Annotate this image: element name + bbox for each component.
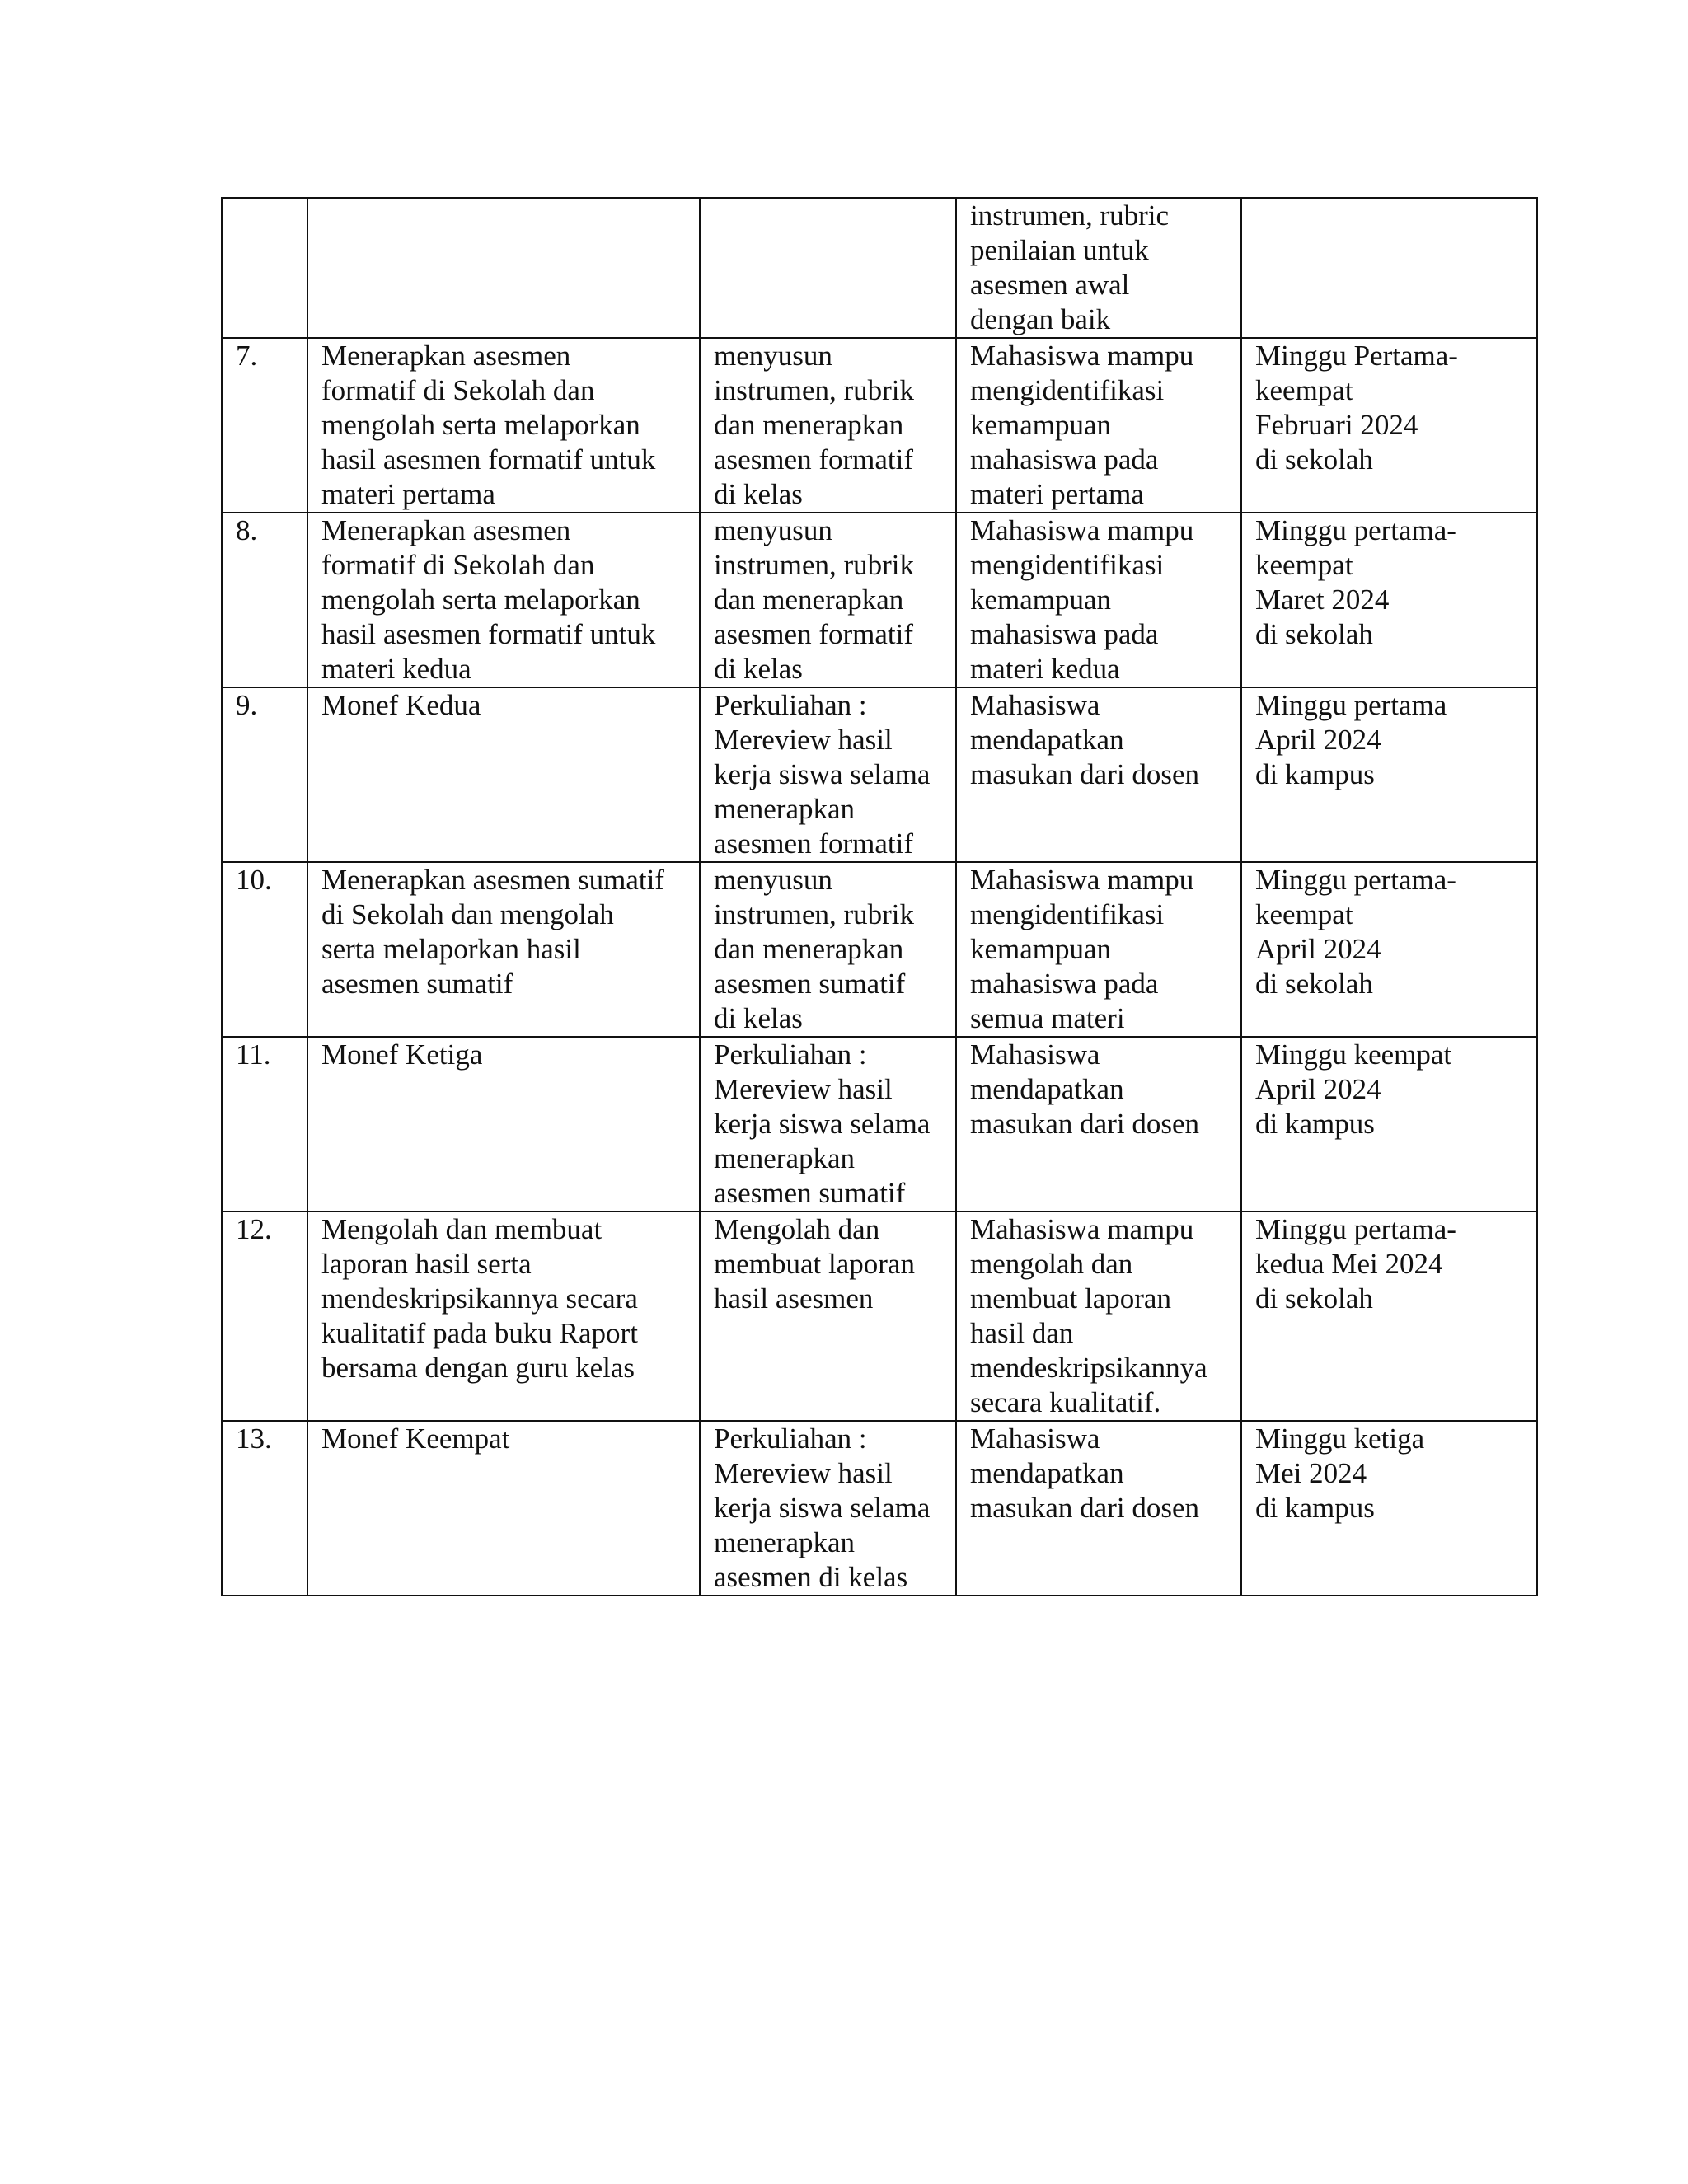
cell-method: Mengolah dan membuat laporan hasil asesmen <box>700 1212 956 1421</box>
cell-number: 7. <box>222 338 307 513</box>
cell-number: 11. <box>222 1037 307 1212</box>
cell-outcome: Mahasiswa mampu mengidentifikasi kemampuan mahasiswa pada materi pertama <box>956 338 1241 513</box>
cell-time-place <box>1241 198 1537 338</box>
cell-outcome: Mahasiswa mampu mengidentifikasi kemampuan mahasiswa pada materi kedua <box>956 513 1241 687</box>
cell-time-place: Minggu pertama April 2024 di kampus <box>1241 687 1537 862</box>
cell-activity: Monef Ketiga <box>307 1037 700 1212</box>
cell-method: Perkuliahan : Mereview hasil kerja siswa selama menerapkan asesmen formatif <box>700 687 956 862</box>
cell-outcome: Mahasiswa mampu mengolah dan membuat laporan hasil dan mendeskripsikannya secara kualitatif. <box>956 1212 1241 1421</box>
cell-outcome: instrumen, rubric penilaian untuk asesmen awal dengan baik <box>956 198 1241 338</box>
cell-activity: Menerapkan asesmen formatif di Sekolah dan mengolah serta melaporkan hasil asesmen formatif untuk materi pertama <box>307 338 700 513</box>
cell-number: 12. <box>222 1212 307 1421</box>
cell-activity <box>307 198 700 338</box>
table-row <box>222 1212 1537 1421</box>
cell-number: 10. <box>222 862 307 1037</box>
cell-activity: Monef Keempat <box>307 1421 700 1596</box>
schedule-table <box>221 197 1538 1596</box>
cell-method: Perkuliahan : Mereview hasil kerja siswa selama menerapkan asesmen di kelas <box>700 1421 956 1596</box>
table-row <box>222 1421 1537 1596</box>
table-row <box>222 1037 1537 1212</box>
cell-method: Perkuliahan : Mereview hasil kerja siswa selama menerapkan asesmen sumatif <box>700 1037 956 1212</box>
cell-activity: Mengolah dan membuat laporan hasil serta mendeskripsikannya secara kualitatif pada buku Raport bersama dengan guru kelas <box>307 1212 700 1421</box>
cell-method <box>700 198 956 338</box>
cell-activity: Menerapkan asesmen sumatif di Sekolah dan mengolah serta melaporkan hasil asesmen sumatif <box>307 862 700 1037</box>
cell-time-place: Minggu pertama- keempat Maret 2024 di sekolah <box>1241 513 1537 687</box>
cell-time-place: Minggu pertama- keempat April 2024 di sekolah <box>1241 862 1537 1037</box>
cell-method: menyusun instrumen, rubrik dan menerapkan asesmen sumatif di kelas <box>700 862 956 1037</box>
table-row <box>222 198 1537 338</box>
table-row <box>222 338 1537 513</box>
cell-time-place: Minggu pertama- kedua Mei 2024 di sekolah <box>1241 1212 1537 1421</box>
cell-number: 13. <box>222 1421 307 1596</box>
cell-outcome: Mahasiswa mendapatkan masukan dari dosen <box>956 687 1241 862</box>
cell-time-place: Minggu Pertama- keempat Februari 2024 di sekolah <box>1241 338 1537 513</box>
cell-number: 9. <box>222 687 307 862</box>
table-row <box>222 513 1537 687</box>
cell-number: 8. <box>222 513 307 687</box>
cell-method: menyusun instrumen, rubrik dan menerapkan asesmen formatif di kelas <box>700 513 956 687</box>
cell-outcome: Mahasiswa mampu mengidentifikasi kemampuan mahasiswa pada semua materi <box>956 862 1241 1037</box>
cell-time-place: Minggu keempat April 2024 di kampus <box>1241 1037 1537 1212</box>
cell-activity: Menerapkan asesmen formatif di Sekolah dan mengolah serta melaporkan hasil asesmen formatif untuk materi kedua <box>307 513 700 687</box>
cell-number <box>222 198 307 338</box>
cell-outcome: Mahasiswa mendapatkan masukan dari dosen <box>956 1421 1241 1596</box>
cell-method: menyusun instrumen, rubrik dan menerapkan asesmen formatif di kelas <box>700 338 956 513</box>
cell-outcome: Mahasiswa mendapatkan masukan dari dosen <box>956 1037 1241 1212</box>
table-row <box>222 687 1537 862</box>
cell-time-place: Minggu ketiga Mei 2024 di kampus <box>1241 1421 1537 1596</box>
table-row <box>222 862 1537 1037</box>
cell-activity: Monef Kedua <box>307 687 700 862</box>
